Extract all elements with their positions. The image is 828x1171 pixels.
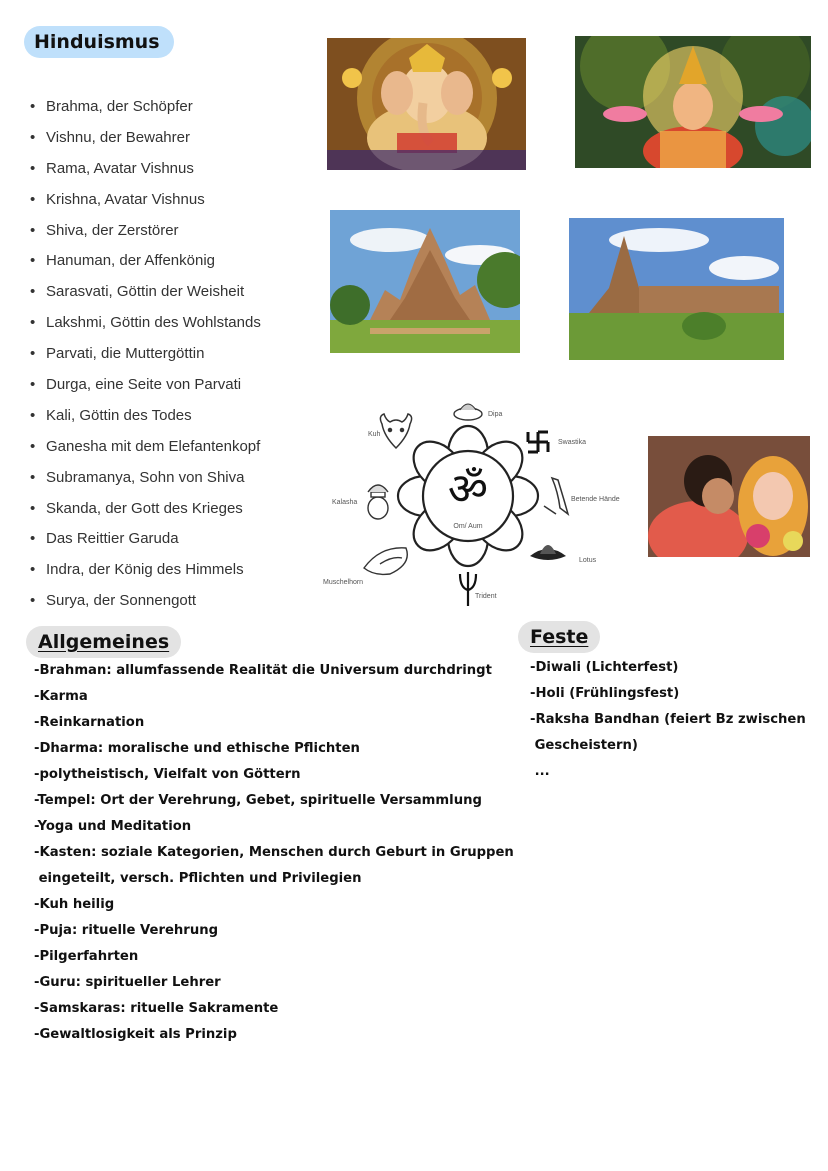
label-om: Om/ Aum xyxy=(453,523,483,530)
list-item: -Samskaras: rituelle Sakramente xyxy=(34,1001,279,1016)
list-item: eingeteilt, versch. Pflichten und Privilegien xyxy=(34,871,362,886)
label-swastika: Swastika xyxy=(558,439,587,446)
label-muschelhorn: Muschelhorn xyxy=(323,579,364,586)
label-kuh: Kuh xyxy=(368,431,381,438)
list-item: • Parvati, die Muttergöttin xyxy=(30,341,261,372)
label-trident: Trident xyxy=(475,593,497,600)
list-item: -Karma xyxy=(34,689,88,704)
allgemeines-notes xyxy=(34,658,514,1048)
swastika-icon xyxy=(528,432,548,452)
list-item: • Indra, der König des Himmels xyxy=(30,557,261,588)
list-item: • Hanuman, der Affenkönig xyxy=(30,248,261,279)
list-item: -Reinkarnation xyxy=(34,715,145,730)
list-item: -Raksha Bandhan (feiert Bz zwischen xyxy=(530,712,806,727)
label-betende-haende: Betende Hände xyxy=(571,496,620,503)
devotee-ganesha-photo xyxy=(648,436,810,557)
label-lotus: Lotus xyxy=(579,557,597,564)
list-item: • Ganesha mit dem Elefantenkopf xyxy=(30,434,261,465)
section-heading-feste: Feste xyxy=(518,621,600,653)
list-item: Gescheistern) xyxy=(530,738,638,753)
list-item: -Brahman: allumfassende Realität die Universum durchdringt xyxy=(34,663,492,678)
list-item: • Krishna, Avatar Vishnus xyxy=(30,187,261,218)
list-item: ... xyxy=(530,764,550,779)
list-item: -polytheistisch, Vielfalt von Göttern xyxy=(34,767,301,782)
label-kalasha: Kalasha xyxy=(332,499,358,506)
list-item: -Dharma: moralische und ethische Pflichten xyxy=(34,741,360,756)
trident-icon xyxy=(460,572,476,606)
lotus-icon xyxy=(530,545,566,560)
list-item: • Brahma, der Schöpfer xyxy=(30,94,261,125)
list-item: -Puja: rituelle Verehrung xyxy=(34,923,219,938)
lakshmi-painting-photo xyxy=(575,36,811,168)
list-item: • Shiva, der Zerstörer xyxy=(30,218,261,249)
temple-khajuraho-photo xyxy=(330,210,520,353)
list-item: • Das Reittier Garuda xyxy=(30,526,261,557)
list-item: • Surya, der Sonnengott xyxy=(30,588,261,619)
list-item: -Pilgerfahrten xyxy=(34,949,139,964)
list-item: -Yoga und Meditation xyxy=(34,819,192,834)
list-item: -Diwali (Lichterfest) xyxy=(530,660,679,675)
list-item: • Vishnu, der Bewahrer xyxy=(30,125,261,156)
list-item: • Sarasvati, Göttin der Weisheit xyxy=(30,279,261,310)
dipa-lamp-icon xyxy=(454,404,482,420)
temple-thanjavur-photo xyxy=(569,218,784,360)
list-item: • Rama, Avatar Vishnus xyxy=(30,156,261,187)
list-item: • Lakshmi, Göttin des Wohlstands xyxy=(30,310,261,341)
deity-list xyxy=(30,94,261,619)
list-item: -Guru: spiritueller Lehrer xyxy=(34,975,221,990)
kalasha-pot-icon xyxy=(368,485,388,519)
ganesha-statue-photo xyxy=(327,38,526,170)
page-title: Hinduismus xyxy=(24,26,174,58)
section-heading-allgemeines: Allgemeines xyxy=(26,626,181,658)
label-dipa: Dipa xyxy=(488,411,503,418)
om-symbol-icon: ॐ xyxy=(447,464,489,515)
list-item: • Durga, eine Seite von Parvati xyxy=(30,372,261,403)
praying-hands-icon xyxy=(544,478,568,514)
list-item: -Gewaltlosigkeit als Prinzip xyxy=(34,1027,237,1042)
list-item: • Subramanya, Sohn von Shiva xyxy=(30,465,261,496)
list-item: -Kuh heilig xyxy=(34,897,115,912)
list-item: • Skanda, der Gott des Krieges xyxy=(30,496,261,527)
list-item: -Kasten: soziale Kategorien, Menschen durch Geburt in Gruppen xyxy=(34,845,514,860)
list-item: -Holi (Frühlingsfest) xyxy=(530,686,680,701)
list-item: • Kali, Göttin des Todes xyxy=(30,403,261,434)
hindu-symbols-diagram xyxy=(320,396,630,608)
conch-shell-icon xyxy=(364,548,407,575)
list-item: -Tempel: Ort der Verehrung, Gebet, spirituelle Versammlung xyxy=(34,793,482,808)
cow-icon xyxy=(380,414,411,448)
feste-notes xyxy=(530,655,806,785)
